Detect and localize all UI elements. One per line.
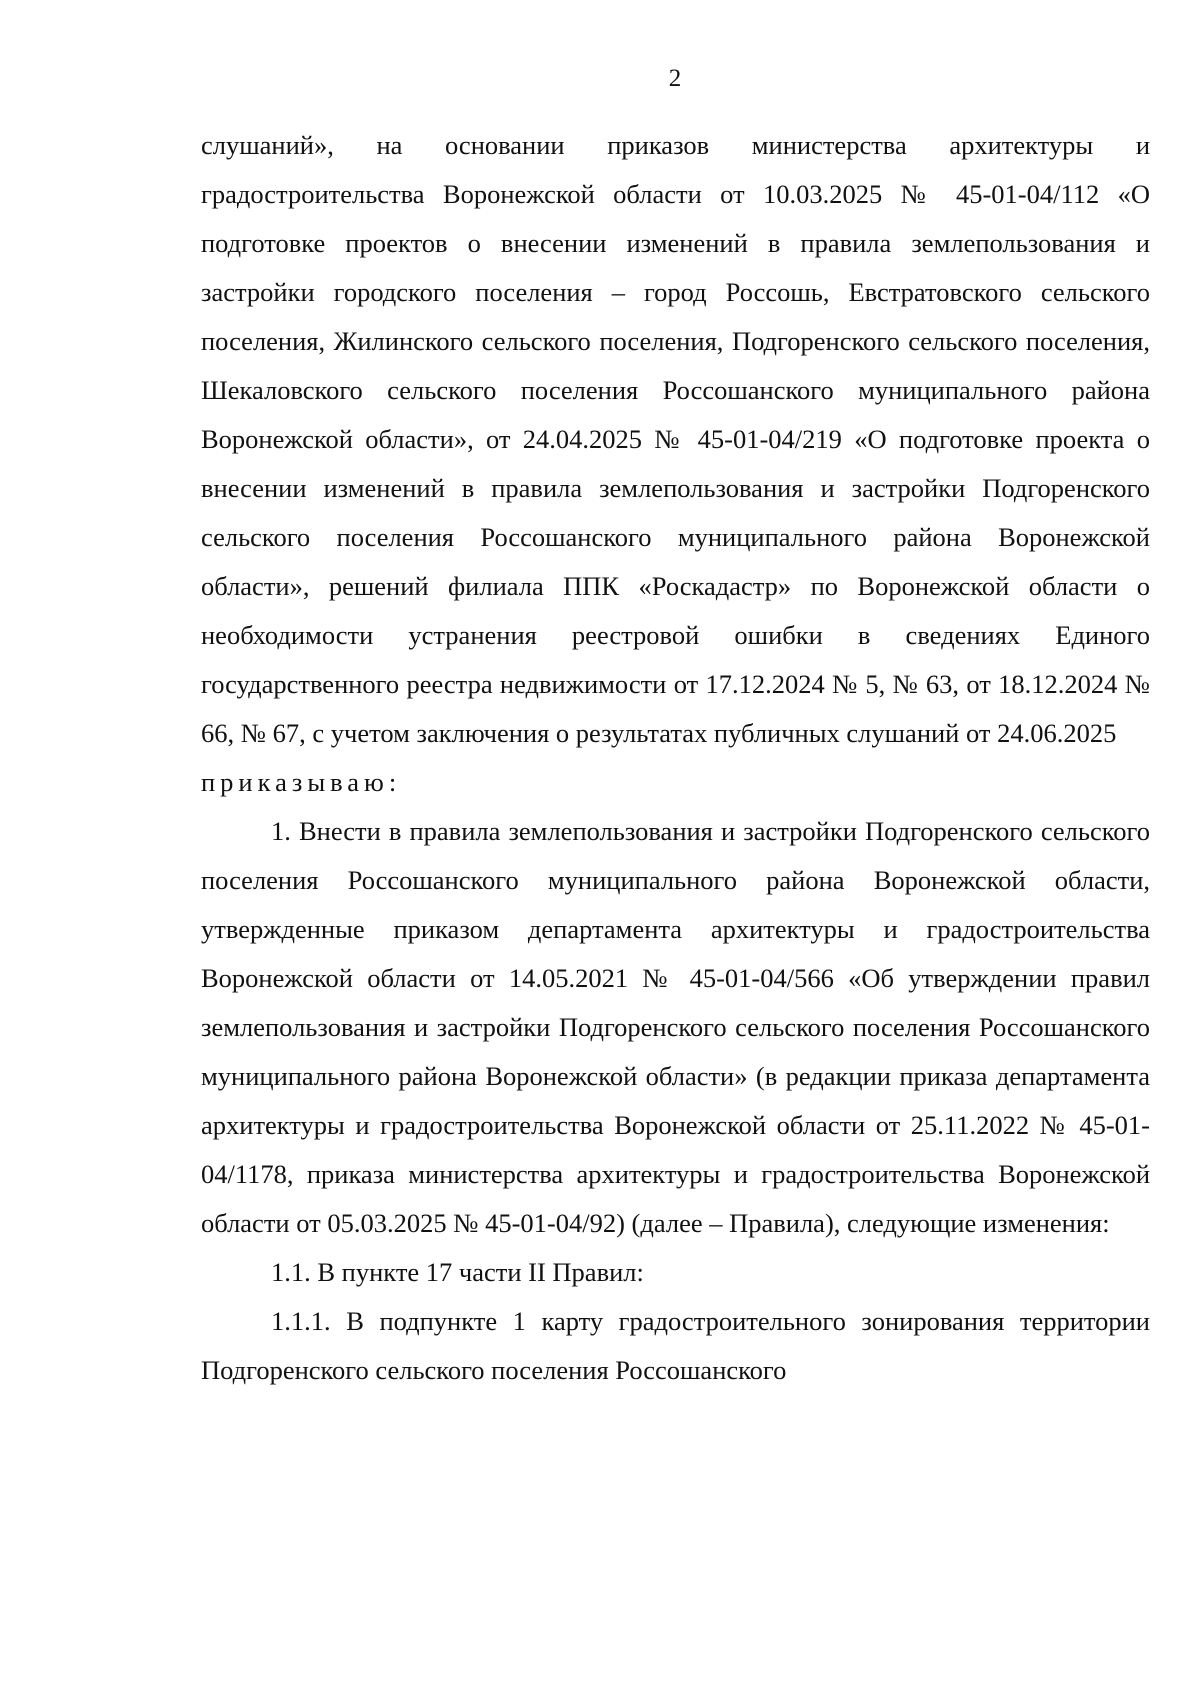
paragraph-order-word: приказываю: <box>201 767 402 797</box>
paragraph-item-1: 1. Внести в правила землепользования и застройки Подгоренского сельского поселения Россошанского муниципального района Воронежской области, утвержденные приказом департамента архитектуры и градостроительства Воронежской области от 14.05.2021 № 45-01-04/566 «Об утверждении правил землепользования и застройки Подгоренского сельского поселения Россошанского муниципального района Воронежской области» (в редакции приказа департамента архитектуры и градостроительства Воронежской области от 25.11.2022 № 45-01-04/1178, приказа министерства архитектуры и градостроительства Воронежской области от 05.03.2025 № 45-01-04/92) (далее – Правила), следующие изменения: <box>201 816 1150 1238</box>
paragraph-item-1-1-1: 1.1.1. В подпункте 1 карту градостроительного зонирования территории Подгоренского сельского поселения Россошанского <box>201 1306 1150 1385</box>
paragraph-item-1-1: 1.1. В пункте 17 части II Правил: <box>271 1257 644 1287</box>
page-number: 2 <box>668 65 682 92</box>
document-body <box>201 121 1150 1395</box>
paragraph-preamble: слушаний», на основании приказов министерства архитектуры и градостроительства Воронежской области от 10.03.2025 № 45-01-04/112 «О подготовке проектов о внесении изменений в правила землепользования и застройки городского поселения – город Россошь, Евстратовского сельского поселения, Жилинского сельского поселения, Подгоренского сельского поселения, Шекаловского сельского поселения Россошанского муниципального района Воронежской области», от 24.04.2025 № 45-01-04/219 «О подготовке проекта о внесении изменений в правила землепользования и застройки Подгоренского сельского поселения Россошанского муниципального района Воронежской области», решений филиала ППК «Роскадастр» по Воронежской области о необходимости устранения реестровой ошибки в сведениях Единого государственного реестра недвижимости от 17.12.2024 № 5, № 63, от 18.12.2024 № 66, № 67, с учетом заключения о результатах публичных слушаний от 24.06.2025 <box>201 130 1150 748</box>
